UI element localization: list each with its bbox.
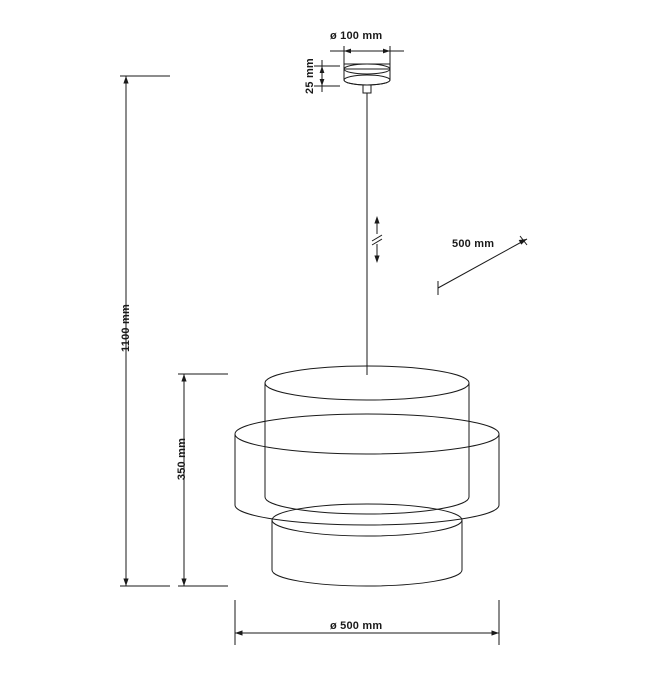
canopy-height-dimension	[314, 60, 340, 92]
canopy-diameter-dimension	[330, 46, 404, 64]
cord-adjust-indicator	[372, 216, 382, 263]
canopy-shape	[344, 64, 390, 93]
total-height-label: 1100 mm	[120, 304, 132, 352]
shade-height-label: 350 mm	[176, 437, 188, 481]
canopy-diameter-label: ø 100 mm	[330, 30, 383, 42]
shade-diameter-label: ø 500 mm	[330, 620, 383, 632]
canopy-height-label: 25 mm	[304, 58, 316, 94]
lamp-shade-shape	[235, 366, 499, 586]
cord-adjust-label: 500 mm	[452, 238, 495, 250]
